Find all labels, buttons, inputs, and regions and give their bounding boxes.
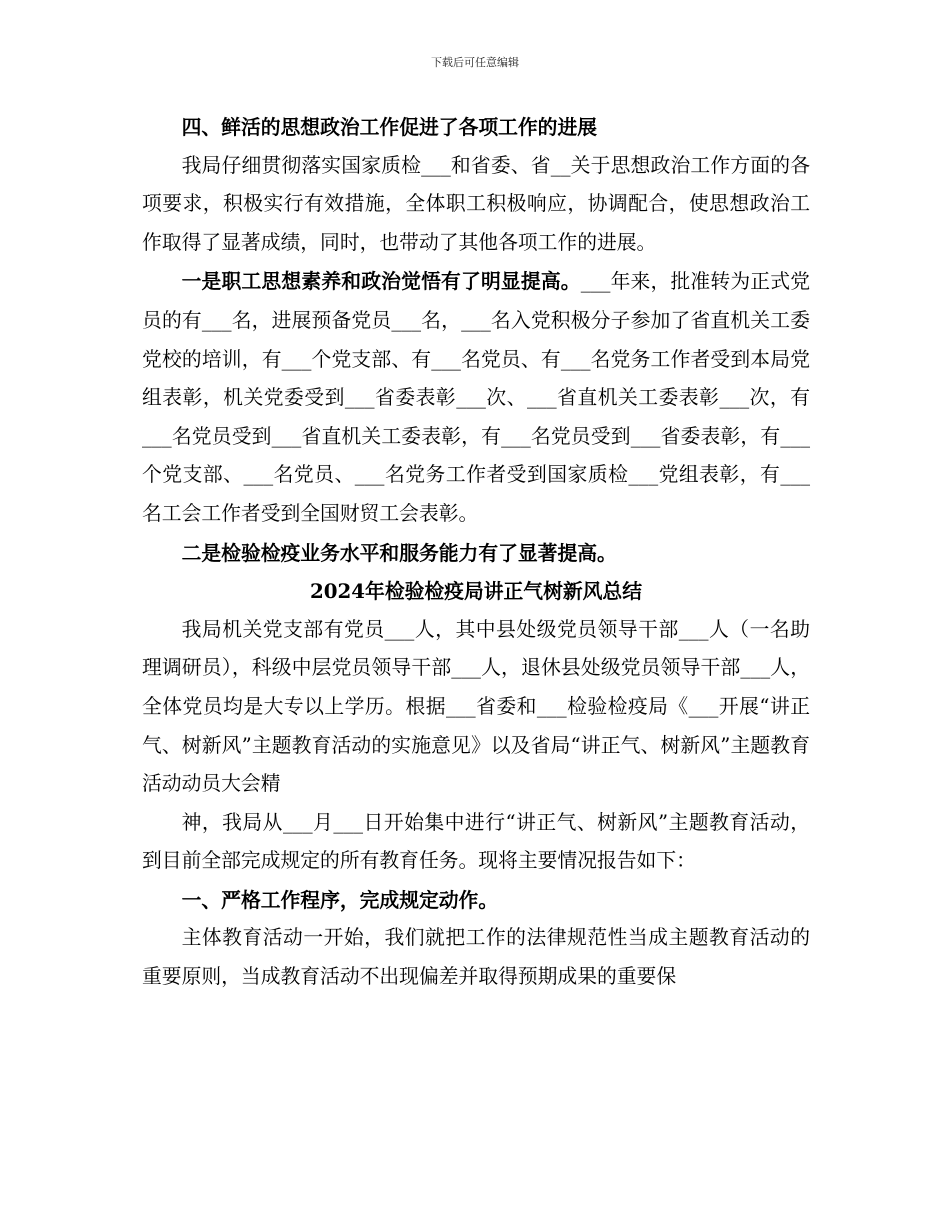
point-1-lead: 一是职工思想素养和政治觉悟有了明显提高。 [181, 269, 581, 294]
point-1-paragraph [142, 262, 810, 533]
point-1-text: ___年来，批准转为正式党员的有___名，进展预备党员___名，___名入党积极分子参加了省直机关工委党校的培训，有___个党支部、有___名党员、有___名党务工作者受到本局党组表彰，机关党委受到___省委表彰___次、___省直机关工委表彰___次，有___名党员受到___省直机关工委表彰，有___名党员受到___省委表彰，有___个党支部、___名党员、___名党务工作者受到国家质检___党组表彰，有___名工会工作者受到全国财贸工会表彰。 [142, 270, 810, 525]
point-2-heading: 二是检验检疫业务水平和服务能力有了显著提高。 [181, 540, 617, 565]
section-4-paragraph: 我局仔细贯彻落实国家质检___和省委、省__关于思想政治工作方面的各项要求，积极实行有效措施，全体职工积极响应，协调配合，使思想政治工作取得了显著成绩，同时，也带动了其他各项工作的进展。 [142, 153, 810, 254]
section-1-heading: 一、严格工作程序，完成规定动作。 [181, 887, 499, 912]
document-body [142, 108, 810, 997]
document-title: 2024年检验检疫局讲正气树新风总结 [310, 579, 642, 604]
section-4-heading: 四、鲜活的思想政治工作促进了各项工作的进展 [181, 115, 598, 139]
page-header: 下载后可任意编辑 [431, 56, 519, 69]
intro-paragraph: 我局机关党支部有党员___人，其中县处级党员领导干部___人（一名助理调研员），科级中层党员领导干部___人，退休县处级党员领导干部___人，全体党员均是大专以上学历。根据___省委和___检验检疫局《___开展“讲正气、树新风”主题教育活动的实施意见》以及省局“讲正气、树新风”主题教育活动动员大会精 [142, 617, 810, 796]
section-1-paragraph: 主体教育活动一开始，我们就把工作的法律规范性当成主题教育活动的重要原则，当成教育活动不出现偏差并取得预期成果的重要保 [142, 926, 810, 989]
intro-paragraph-continued: 神，我局从___月___日开始集中进行“讲正气、树新风”主题教育活动，到目前全部完成规定的所有教育任务。现将主要情况报告如下： [142, 810, 810, 873]
